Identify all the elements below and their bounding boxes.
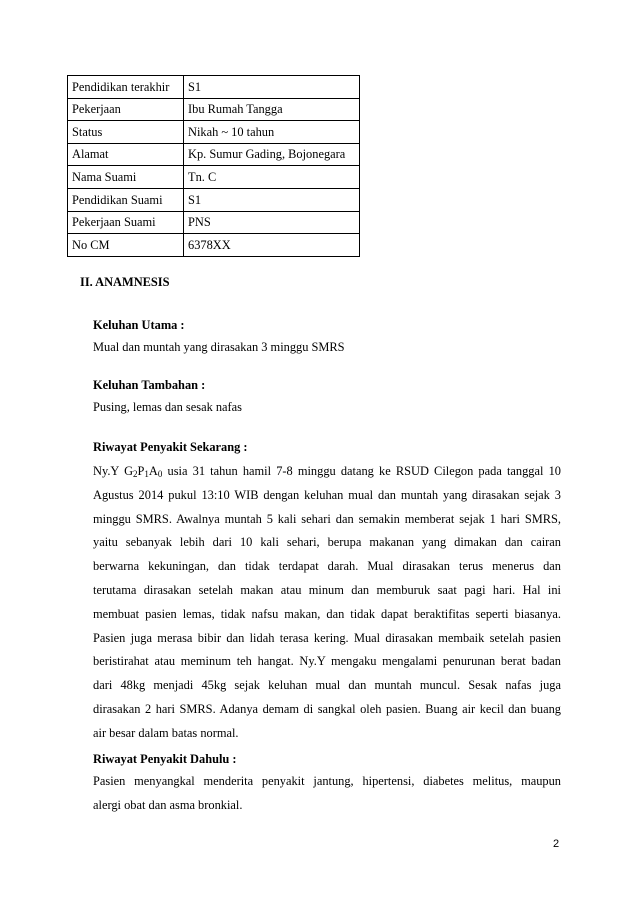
table-label: Pekerjaan [68,98,184,121]
table-label: Pendidikan terakhir [68,76,184,99]
paragraph-line: Agustus 2014 pukul 13:10 WIB dengan keluhan mual dan muntah yang dirasakan sejak 3 [93,487,561,502]
table-value: S1 [184,76,360,99]
table-row [68,166,360,189]
table-label: No CM [68,234,184,257]
table-value: Ibu Rumah Tangga [184,98,360,121]
paragraph-line: dari 48kg menjadi 45kg sejak keluhan mual dan muntah muncul. Sesak nafas juga [93,678,561,693]
page-number: 2 [553,838,560,850]
paragraph-line: Pasien menyangkal menderita penyakit jantung, hipertensi, diabetes melitus, maupun [93,774,561,788]
paragraph-line: dirasakan 2 hari SMRS. Adanya demam di sangkal oleh pasien. Buang air kecil dan buang [93,701,561,716]
paragraph-line: minggu SMRS. Awalnya muntah 5 kali sehari dan semakin memberat sejak 1 hari SMRS, [93,511,561,526]
para-letter: P [137,464,145,478]
table-value: S1 [184,188,360,211]
table-label: Alamat [68,143,184,166]
paragraph-line: berwarna kekuningan, dan tidak terdapat darah. Mual dirasakan terus menerus dan [93,559,561,574]
table-row [68,121,360,144]
riwayat-dahulu-heading: Riwayat Penyakit Dahulu : [93,752,237,766]
table-value: PNS [184,211,360,234]
table-value: Kp. Sumur Gading, Bojonegara [184,143,360,166]
paragraph-line: yaitu sebanyak lebih dari 10 kali sehari, berupa makanan yang dimakan dan cairan [93,535,561,550]
paragraph-line: alergi obat dan asma bronkial. [93,797,243,812]
paragraph-line [93,465,561,489]
keluhan-utama-heading: Keluhan Utama : [93,318,185,332]
abortus-number: 0 [157,469,163,479]
keluhan-tambahan-heading: Keluhan Tambahan : [93,378,206,392]
keluhan-tambahan-text: Pusing, lemas dan sesak nafas [93,400,243,414]
para-number: 1 [144,469,149,479]
paragraph-line: beristirahat atau meminum teh hangat. Ny.Y mengaku mengalami penurunan berat badan [93,654,561,669]
table-label: Status [68,121,184,144]
section-title: II. ANAMNESIS [80,275,170,289]
paragraph-line: air besar dalam batas normal. [93,725,239,740]
paragraph-line: terutama dirasakan setelah makan atau minum dan memburuk saat pagi hari. Hal ini [93,582,561,597]
obstetric-prefix: Ny.Y G [93,464,134,478]
table-row [68,188,360,211]
paragraph-line: membuat pasien lemas, tidak nafsu makan, dan tidak dapat beraktifitas seperti biasanya. [93,606,561,621]
table-row [68,234,360,257]
table-row [68,98,360,121]
table-row [68,76,360,99]
abortus-letter: A [148,464,158,478]
table-value: Nikah ~ 10 tahun [184,121,360,144]
table-label: Pekerjaan Suami [68,211,184,234]
keluhan-utama-text: Mual dan muntah yang dirasakan 3 minggu SMRS [93,340,345,354]
table-label: Nama Suami [68,166,184,189]
table-row [68,211,360,234]
table-value: Tn. C [184,166,360,189]
first-line-rest: usia 31 tahun hamil 7-8 minggu datang ke RSUD Cilegon pada tanggal 10 [162,464,561,478]
table-value: 6378XX [184,234,360,257]
table-label: Pendidikan Suami [68,188,184,211]
paragraph-line: Pasien juga merasa bibir dan lidah terasa kering. Mual dirasakan membaik setelah pasien [93,630,561,645]
patient-info-table [67,75,360,257]
gravida-number: 2 [133,469,138,479]
table-row [68,143,360,166]
riwayat-dahulu-paragraph [93,775,561,823]
riwayat-sekarang-heading: Riwayat Penyakit Sekarang : [93,440,248,454]
riwayat-sekarang-paragraph [93,465,561,751]
